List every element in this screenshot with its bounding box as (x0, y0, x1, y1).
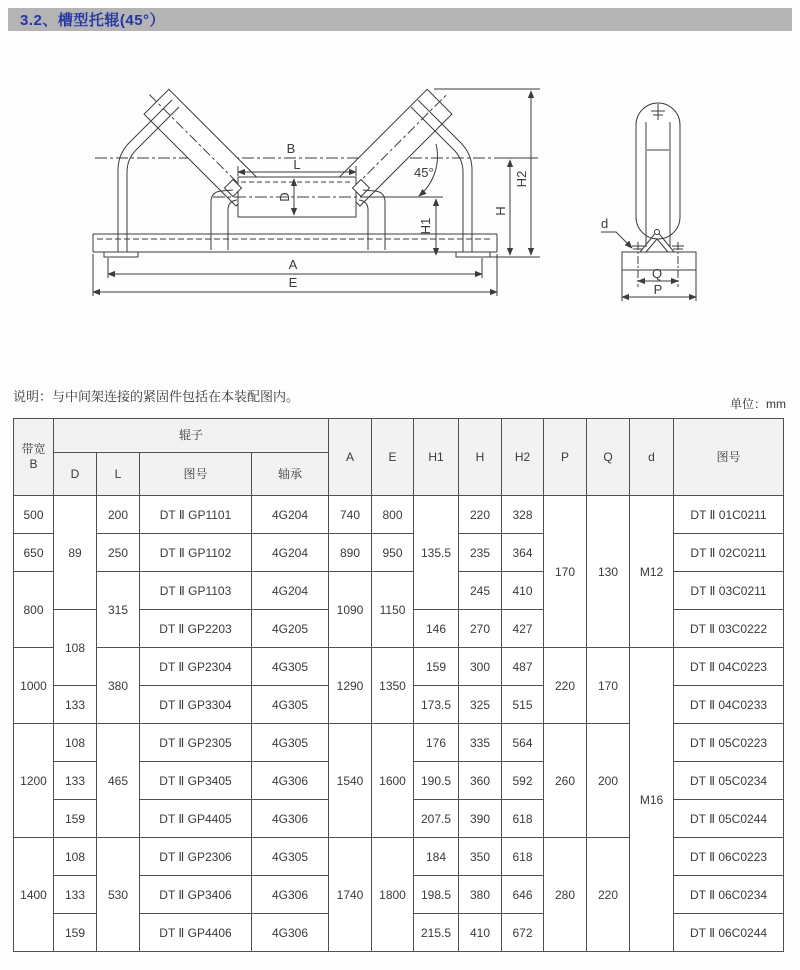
col-header-h1: H1 (414, 419, 459, 496)
spec-table (13, 418, 784, 952)
dim-label-trough-angle: 45° (414, 165, 434, 180)
table-cell: 133 (54, 876, 97, 914)
table-cell: 207.5 (414, 800, 459, 838)
table-cell: 890 (329, 534, 372, 572)
table-cell: 4G305 (252, 648, 329, 686)
table-cell: 1290 (329, 648, 372, 724)
table-cell: 215.5 (414, 914, 459, 952)
dim-label-roller-length: L (293, 157, 301, 172)
table-cell: 1000 (14, 648, 54, 724)
table-cell: 159 (414, 648, 459, 686)
table-cell: DT Ⅱ GP4405 (140, 800, 252, 838)
table-cell: 1200 (14, 724, 54, 838)
table-cell: 170 (544, 496, 587, 648)
dim-label-a: A (288, 257, 298, 272)
table-cell: 159 (54, 800, 97, 838)
col-header-p: P (544, 419, 587, 496)
table-cell: DT Ⅱ 01C0211 (674, 496, 784, 534)
table-cell: 198.5 (414, 876, 459, 914)
table-cell: 108 (54, 838, 97, 876)
table-cell: 515 (502, 686, 544, 724)
col-header-drawing-no: 图号 (674, 419, 784, 496)
table-cell: 800 (14, 572, 54, 648)
table-cell: 220 (544, 648, 587, 724)
table-cell: 130 (587, 496, 630, 648)
dim-label-q: Q (651, 266, 663, 281)
table-cell: 618 (502, 838, 544, 876)
side-view (601, 103, 696, 301)
table-cell: DT Ⅱ 04C0223 (674, 648, 784, 686)
table-cell: DT Ⅱ GP2203 (140, 610, 252, 648)
table-cell: 4G305 (252, 838, 329, 876)
table-cell: 380 (459, 876, 502, 914)
table-cell: DT Ⅱ GP2304 (140, 648, 252, 686)
table-cell: 1090 (329, 572, 372, 648)
table-cell: DT Ⅱ 03C0222 (674, 610, 784, 648)
table-cell: DT Ⅱ GP2306 (140, 838, 252, 876)
table-cell: 335 (459, 724, 502, 762)
table-cell: 410 (502, 572, 544, 610)
table-cell: M12 (630, 496, 674, 648)
table-cell: DT Ⅱ GP2305 (140, 724, 252, 762)
table-cell: 1600 (372, 724, 414, 838)
table-cell: 4G204 (252, 534, 329, 572)
table-cell: DT Ⅱ 03C0211 (674, 572, 784, 610)
table-cell: 135.5 (414, 496, 459, 610)
dim-label-h: H (493, 206, 508, 216)
table-cell: 170 (587, 648, 630, 724)
table-cell: 364 (502, 534, 544, 572)
table-cell: 4G204 (252, 572, 329, 610)
table-cell: 4G306 (252, 876, 329, 914)
table-cell: 1350 (372, 648, 414, 724)
table-cell: 380 (97, 648, 140, 724)
table-cell: 300 (459, 648, 502, 686)
table-cell: 564 (502, 724, 544, 762)
table-cell: 280 (544, 838, 587, 952)
table-cell: 220 (459, 496, 502, 534)
page-title: 3.2、槽型托辊(45°） (20, 12, 166, 29)
table-cell: 133 (54, 686, 97, 724)
table-cell: DT Ⅱ GP1101 (140, 496, 252, 534)
dim-label-h2: H2 (514, 170, 529, 188)
table-cell: 173.5 (414, 686, 459, 724)
table-cell: 1540 (329, 724, 372, 838)
table-cell: 646 (502, 876, 544, 914)
table-cell: 250 (97, 534, 140, 572)
col-header-d-bolt: d (630, 419, 674, 496)
table-cell: DT Ⅱ 05C0223 (674, 724, 784, 762)
col-header-h2: H2 (502, 419, 544, 496)
table-cell: 328 (502, 496, 544, 534)
table-cell: 800 (372, 496, 414, 534)
table-cell: 4G305 (252, 724, 329, 762)
table-cell: 176 (414, 724, 459, 762)
col-header-roller-d: D (54, 453, 97, 496)
assembly-note: 说明：与中间架连接的紧固件包括在本装配图内。 (13, 389, 300, 404)
table-cell: 200 (587, 724, 630, 838)
col-header-e: E (372, 419, 414, 496)
col-header-roller-group: 辊子 (54, 419, 329, 453)
table-cell: 4G306 (252, 914, 329, 952)
table-cell: 1400 (14, 838, 54, 952)
table-cell: 4G204 (252, 496, 329, 534)
table-cell: 245 (459, 572, 502, 610)
table-cell: 740 (329, 496, 372, 534)
col-header-q: Q (587, 419, 630, 496)
table-cell: 235 (459, 534, 502, 572)
table-cell: DT Ⅱ GP3405 (140, 762, 252, 800)
table-cell: 190.5 (414, 762, 459, 800)
table-cell: 108 (54, 724, 97, 762)
table-cell: 4G205 (252, 610, 329, 648)
col-header-bandwidth: 带宽 B (14, 419, 54, 496)
technical-drawing (0, 0, 800, 350)
table-cell: 650 (14, 534, 54, 572)
spec-table-body (14, 496, 784, 952)
table-cell: 146 (414, 610, 459, 648)
dim-label-bolt: d (601, 216, 609, 231)
table-cell: 672 (502, 914, 544, 952)
dim-label-p: P (653, 282, 663, 297)
table-cell: 592 (502, 762, 544, 800)
table-cell: 1740 (329, 838, 372, 952)
table-cell: DT Ⅱ GP3304 (140, 686, 252, 724)
table-cell: DT Ⅱ 04C0233 (674, 686, 784, 724)
col-header-roller-bearing: 轴承 (252, 453, 329, 496)
table-cell: DT Ⅱ GP1102 (140, 534, 252, 572)
table-cell: 325 (459, 686, 502, 724)
table-cell: DT Ⅱ 06C0234 (674, 876, 784, 914)
table-cell: 350 (459, 838, 502, 876)
table-cell: 950 (372, 534, 414, 572)
table-cell: 1150 (372, 572, 414, 648)
table-cell: 184 (414, 838, 459, 876)
table-cell: 487 (502, 648, 544, 686)
unit-label: 单位：mm (730, 397, 786, 411)
table-cell: DT Ⅱ 05C0234 (674, 762, 784, 800)
table-cell: DT Ⅱ GP3406 (140, 876, 252, 914)
table-cell: 159 (54, 914, 97, 952)
col-header-h: H (459, 419, 502, 496)
table-cell: 618 (502, 800, 544, 838)
dim-label-h1: H1 (418, 217, 433, 235)
table-cell: 108 (54, 610, 97, 686)
table-cell: 465 (97, 724, 140, 838)
table-cell: DT Ⅱ 02C0211 (674, 534, 784, 572)
table-cell: 4G306 (252, 762, 329, 800)
dim-label-belt-width: B (286, 141, 296, 156)
dim-label-roller-diameter: D (277, 192, 292, 202)
table-cell: 133 (54, 762, 97, 800)
table-cell: 500 (14, 496, 54, 534)
table-cell: DT Ⅱ 05C0244 (674, 800, 784, 838)
table-row (14, 648, 784, 686)
table-cell: M16 (630, 648, 674, 952)
col-header-roller-drawing-no: 图号 (140, 453, 252, 496)
table-cell: 220 (587, 838, 630, 952)
table-cell: 270 (459, 610, 502, 648)
table-row (14, 496, 784, 534)
table-cell: 410 (459, 914, 502, 952)
table-cell: 530 (97, 838, 140, 952)
table-cell: 89 (54, 496, 97, 610)
table-cell: 1800 (372, 838, 414, 952)
table-cell: 200 (97, 496, 140, 534)
table-cell: 390 (459, 800, 502, 838)
table-cell: DT Ⅱ GP4406 (140, 914, 252, 952)
col-header-roller-l: L (97, 453, 140, 496)
table-cell: 4G305 (252, 686, 329, 724)
col-header-a: A (329, 419, 372, 496)
table-cell: DT Ⅱ GP1103 (140, 572, 252, 610)
table-cell: 427 (502, 610, 544, 648)
table-cell: 260 (544, 724, 587, 838)
table-cell: DT Ⅱ 06C0223 (674, 838, 784, 876)
table-cell: 4G306 (252, 800, 329, 838)
dim-label-e: E (288, 275, 298, 290)
table-cell: DT Ⅱ 06C0244 (674, 914, 784, 952)
table-cell: 360 (459, 762, 502, 800)
table-cell: 315 (97, 572, 140, 648)
